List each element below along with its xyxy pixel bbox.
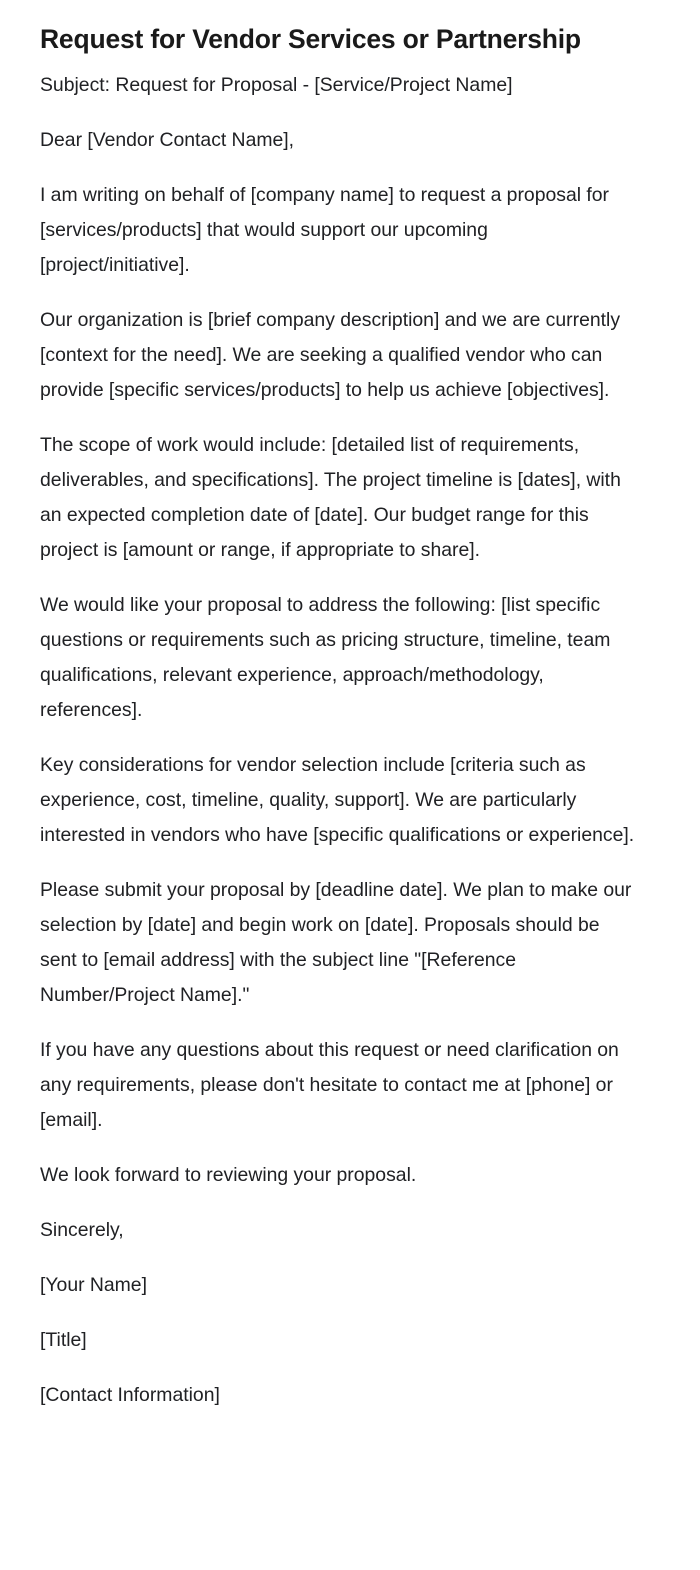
paragraph-signature-title: [Title] [40, 1329, 87, 1351]
paragraph-scope-of-work: The scope of work would include: [detailed list of requirements, deliverables, and specifications]. The project timeline is [dates], with an expected completion date of [date]. Our budget range for this project is [amount or range, if appropriate to share]. [40, 434, 621, 561]
paragraph-signature-contact: [Contact Information] [40, 1384, 220, 1406]
paragraph-salutation: Dear [Vendor Contact Name], [40, 129, 295, 151]
paragraph-proposal-requirements: We would like your proposal to address the following: [list specific questions or requirements such as pricing structure, timeline, team qualifications, relevant experience, approach/methodology, references]. [40, 594, 611, 721]
paragraph-subject-line: Subject: Request for Proposal - [Service/Project Name] [40, 74, 513, 96]
paragraph-signoff: Sincerely, [40, 1219, 124, 1241]
paragraph-selection-criteria: Key considerations for vendor selection include [criteria such as experience, cost, timeline, quality, support]. We are particularly interested in vendors who have [specific qualifications or experience]. [40, 754, 635, 846]
paragraph-submission-deadline: Please submit your proposal by [deadline date]. We plan to make our selection by [date] and begin work on [date]. Proposals should be sent to [email address] with the subject line "[Reference Number/Project Name]." [40, 879, 632, 1006]
paragraph-intro-purpose: I am writing on behalf of [company name] to request a proposal for [services/products] that would support our upcoming [project/initiative]. [40, 184, 609, 276]
page-title: Request for Vendor Services or Partnership [40, 24, 581, 54]
paragraph-closing-statement: We look forward to reviewing your proposal. [40, 1164, 417, 1186]
paragraph-signature-name: [Your Name] [40, 1274, 147, 1296]
paragraph-organization-background: Our organization is [brief company description] and we are currently [context for the need]. We are seeking a qualified vendor who can provide [specific services/products] to help us achieve [objectives]. [40, 309, 621, 401]
paragraph-contact-questions: If you have any questions about this request or need clarification on any requirements, please don't hesitate to contact me at [phone] or [email]. [40, 1039, 619, 1131]
